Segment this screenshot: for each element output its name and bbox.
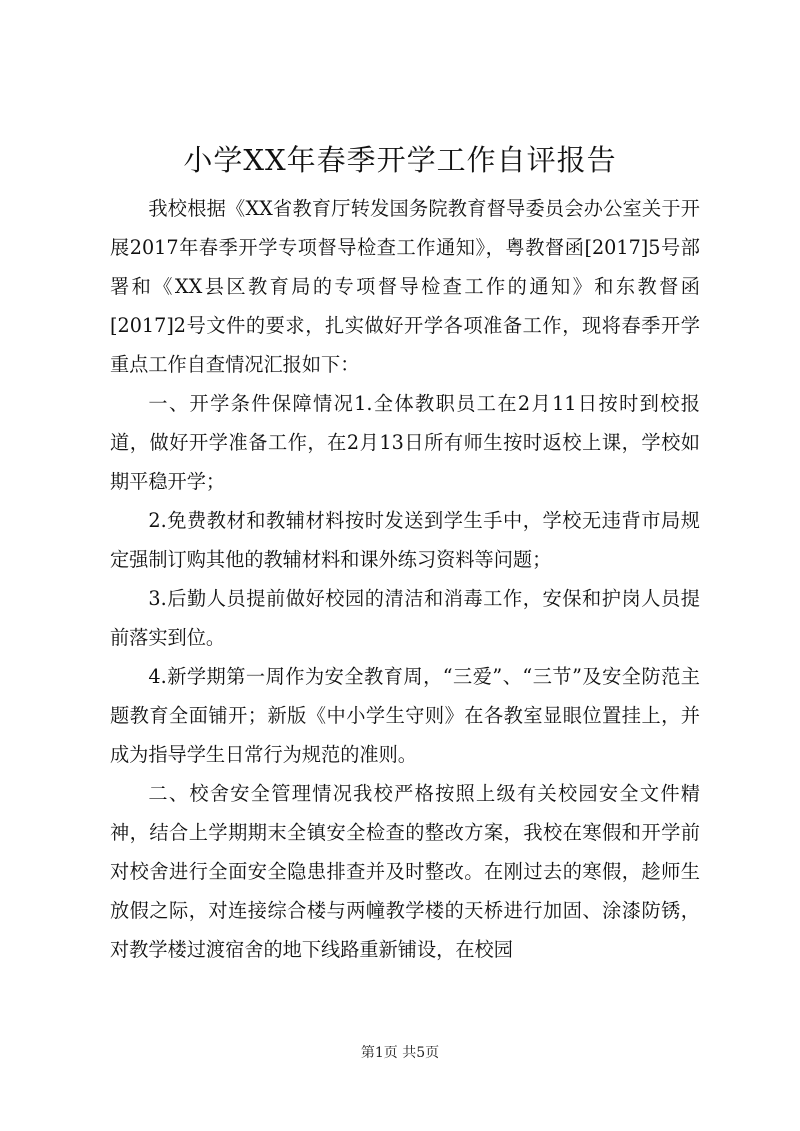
document-title: 小学XX年春季开学工作自评报告 [183, 143, 617, 177]
paragraph-section-1: 一、开学条件保障情况1.全体教职员工在2月11日按时到校报道，做好开学准备工作，在2月13日所有师生按时返校上课，学校如期平稳开学； [110, 392, 700, 493]
paragraph-item-2: 2.免费教材和教辅材料按时发送到学生手中，学校无违背市局规定强制订购其他的教辅材料和课外练习资料等问题； [110, 509, 700, 571]
paragraph-section-2: 二、校舍安全管理情况我校严格按照上级有关校园安全文件精神，结合上学期期末全镇安全检查的整改方案，我校在寒假和开学前对校舍进行全面安全隐患排查并及时整改。在刚过去的寒假，趁师生放假之际，对连接综合楼与两幢教学楼的天桥进行加固、涂漆防锈，对教学楼过渡宿舍的地下线路重新铺设，在校园 [110, 782, 700, 961]
paragraph-item-3: 3.后勤人员提前做好校园的清洁和消毒工作，安保和护岗人员提前落实到位。 [110, 587, 700, 649]
page-number-footer: 第1页 共5页 [360, 1045, 440, 1061]
document-body [110, 189, 700, 969]
paragraph-intro: 我校根据《XX省教育厅转发国务院教育督导委员会办公室关于开展2017年春季开学专项督导检查工作通知》，粤教督函[2017]5号部署和《XX县区教育局的专项督导检查工作的通知》和东教督函[2017]2号文件的要求，扎实做好开学各项准备工作，现将春季开学重点工作自查情况汇报如下： [110, 197, 700, 376]
paragraph-item-4: 4.新学期第一周作为安全教育周，“三爱”、“三节”及安全防范主题教育全面铺开；新版《中小学生守则》在各教室显眼位置挂上，并成为指导学生日常行为规范的准则。 [110, 665, 700, 766]
